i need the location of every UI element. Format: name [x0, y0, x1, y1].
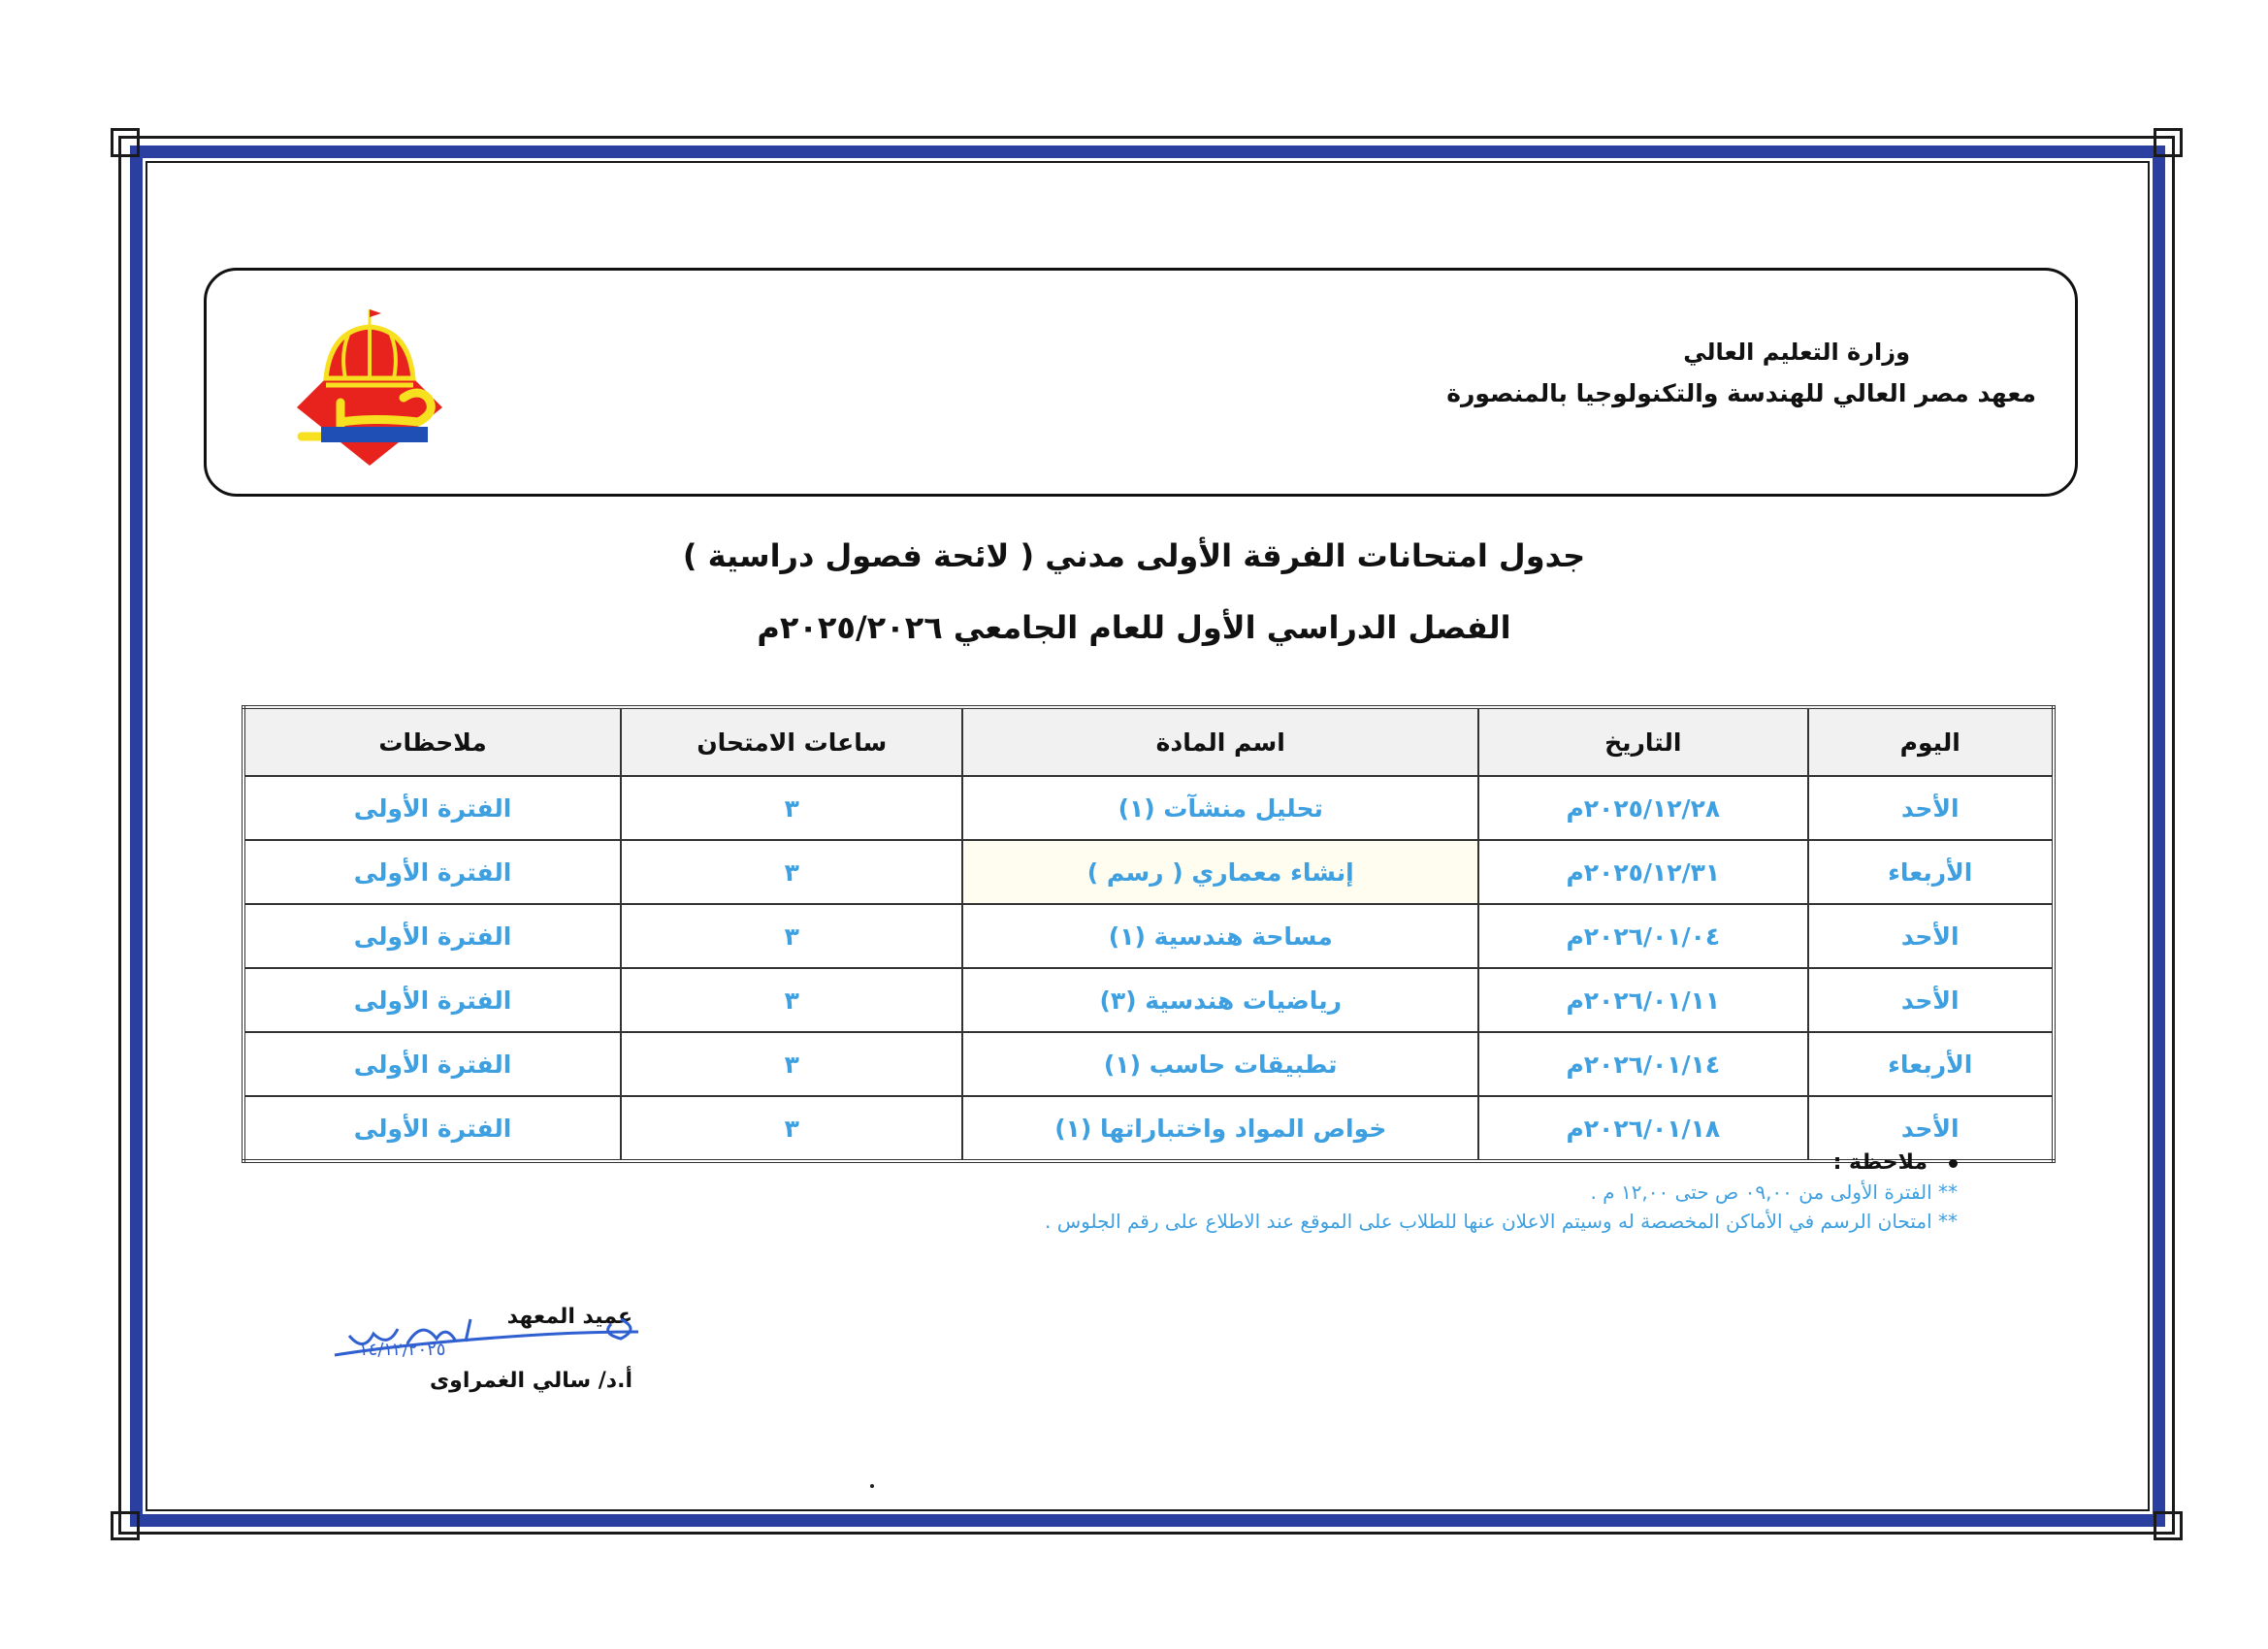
cell-date: ٢٠٢٥/١٢/٣١م [1478, 840, 1807, 904]
cell-date: ٢٠٢٥/١٢/٢٨م [1478, 776, 1807, 840]
cell-day: الأحد [1808, 904, 2054, 968]
cell-subject: تحليل منشآت (١) [962, 776, 1478, 840]
notes-heading-row [1045, 1150, 1958, 1175]
cell-subject: مساحة هندسية (١) [962, 904, 1478, 968]
cell-subject: تطبيقات حاسب (١) [962, 1032, 1478, 1096]
signatory-name: أ.د/ سالي الغمراوى [430, 1369, 632, 1393]
note-line-period: ** الفترة الأولى من ٠٩,٠٠ ص حتى ١٢,٠٠ م . [1590, 1180, 1958, 1204]
letterhead-box [204, 268, 2078, 497]
frame-corner-top-left [111, 128, 140, 157]
logo-ribbon [321, 427, 428, 442]
signatory-title: عميد المعهد [506, 1305, 632, 1329]
cell-hours: ٣ [621, 904, 962, 968]
institute-name: معهد مصر العالي للهندسة والتكنولوجيا بالمنصورة [1446, 379, 2036, 407]
cell-day: الأحد [1808, 776, 2054, 840]
signature-date: ١٤/١٢/٢٠٢٥ [359, 1340, 446, 1360]
frame-corner-bottom-left [111, 1511, 140, 1540]
frame-corner-bottom-right [2154, 1511, 2183, 1540]
cell-notes: الفترة الأولى [243, 968, 621, 1032]
cell-subject: خواص المواد واختباراتها (١) [962, 1096, 1478, 1161]
stray-dot [870, 1484, 874, 1488]
cell-day: الأربعاء [1808, 840, 2054, 904]
exam-schedule-table [242, 705, 2056, 1163]
table-row [243, 904, 2054, 968]
cell-notes: الفترة الأولى [243, 776, 621, 840]
cell-notes: الفترة الأولى [243, 840, 621, 904]
table-row [243, 1032, 2054, 1096]
column-header-day: اليوم [1808, 707, 2054, 776]
cell-subject: رياضيات هندسية (٣) [962, 968, 1478, 1032]
table-header-row [243, 707, 2054, 776]
cell-notes: الفترة الأولى [243, 904, 621, 968]
signature-block [330, 1305, 640, 1411]
letterhead-text [1446, 339, 2036, 407]
cell-day: الأحد [1808, 1096, 2054, 1161]
cell-day: الأربعاء [1808, 1032, 2054, 1096]
frame-corner-top-right [2154, 128, 2183, 157]
table-row [243, 968, 2054, 1032]
column-header-notes: ملاحظات [243, 707, 621, 776]
document-title: جدول امتحانات الفرقة الأولى مدني ( لائحة فصول دراسية ) [682, 537, 1586, 574]
table-row [243, 840, 2054, 904]
bullet-icon [1949, 1159, 1958, 1168]
cell-date: ٢٠٢٦/٠١/١٤م [1478, 1032, 1807, 1096]
cell-notes: الفترة الأولى [243, 1032, 621, 1096]
ministry-name: وزارة التعليم العالي [1683, 339, 1910, 366]
document-subtitle: الفصل الدراسي الأول للعام الجامعي ٢٠٢٥/٢٠٢٦م [757, 609, 1511, 646]
note-line-drawing-exam: ** امتحان الرسم في الأماكن المخصصة له وسيتم الاعلان عنها للطلاب على الموقع عند الاطلاع على رقم الجلوس . [1045, 1210, 1958, 1233]
table-row [243, 776, 2054, 840]
column-header-subject: اسم المادة [962, 707, 1478, 776]
column-header-hours: ساعات الامتحان [621, 707, 962, 776]
column-header-date: التاريخ [1478, 707, 1807, 776]
institute-logo [282, 306, 457, 470]
cell-notes: الفترة الأولى [243, 1096, 621, 1161]
notes-heading: ملاحظة : [1832, 1150, 1928, 1175]
cell-date: ٢٠٢٦/٠١/١١م [1478, 968, 1807, 1032]
cell-date: ٢٠٢٦/٠١/١٨م [1478, 1096, 1807, 1161]
cell-subject: إنشاء معماري ( رسم ) [962, 840, 1478, 904]
cell-date: ٢٠٢٦/٠١/٠٤م [1478, 904, 1807, 968]
cell-hours: ٣ [621, 776, 962, 840]
cell-hours: ٣ [621, 968, 962, 1032]
notes-section [1045, 1150, 1958, 1233]
cell-hours: ٣ [621, 1032, 962, 1096]
cell-day: الأحد [1808, 968, 2054, 1032]
cell-hours: ٣ [621, 1096, 962, 1161]
cell-hours: ٣ [621, 840, 962, 904]
